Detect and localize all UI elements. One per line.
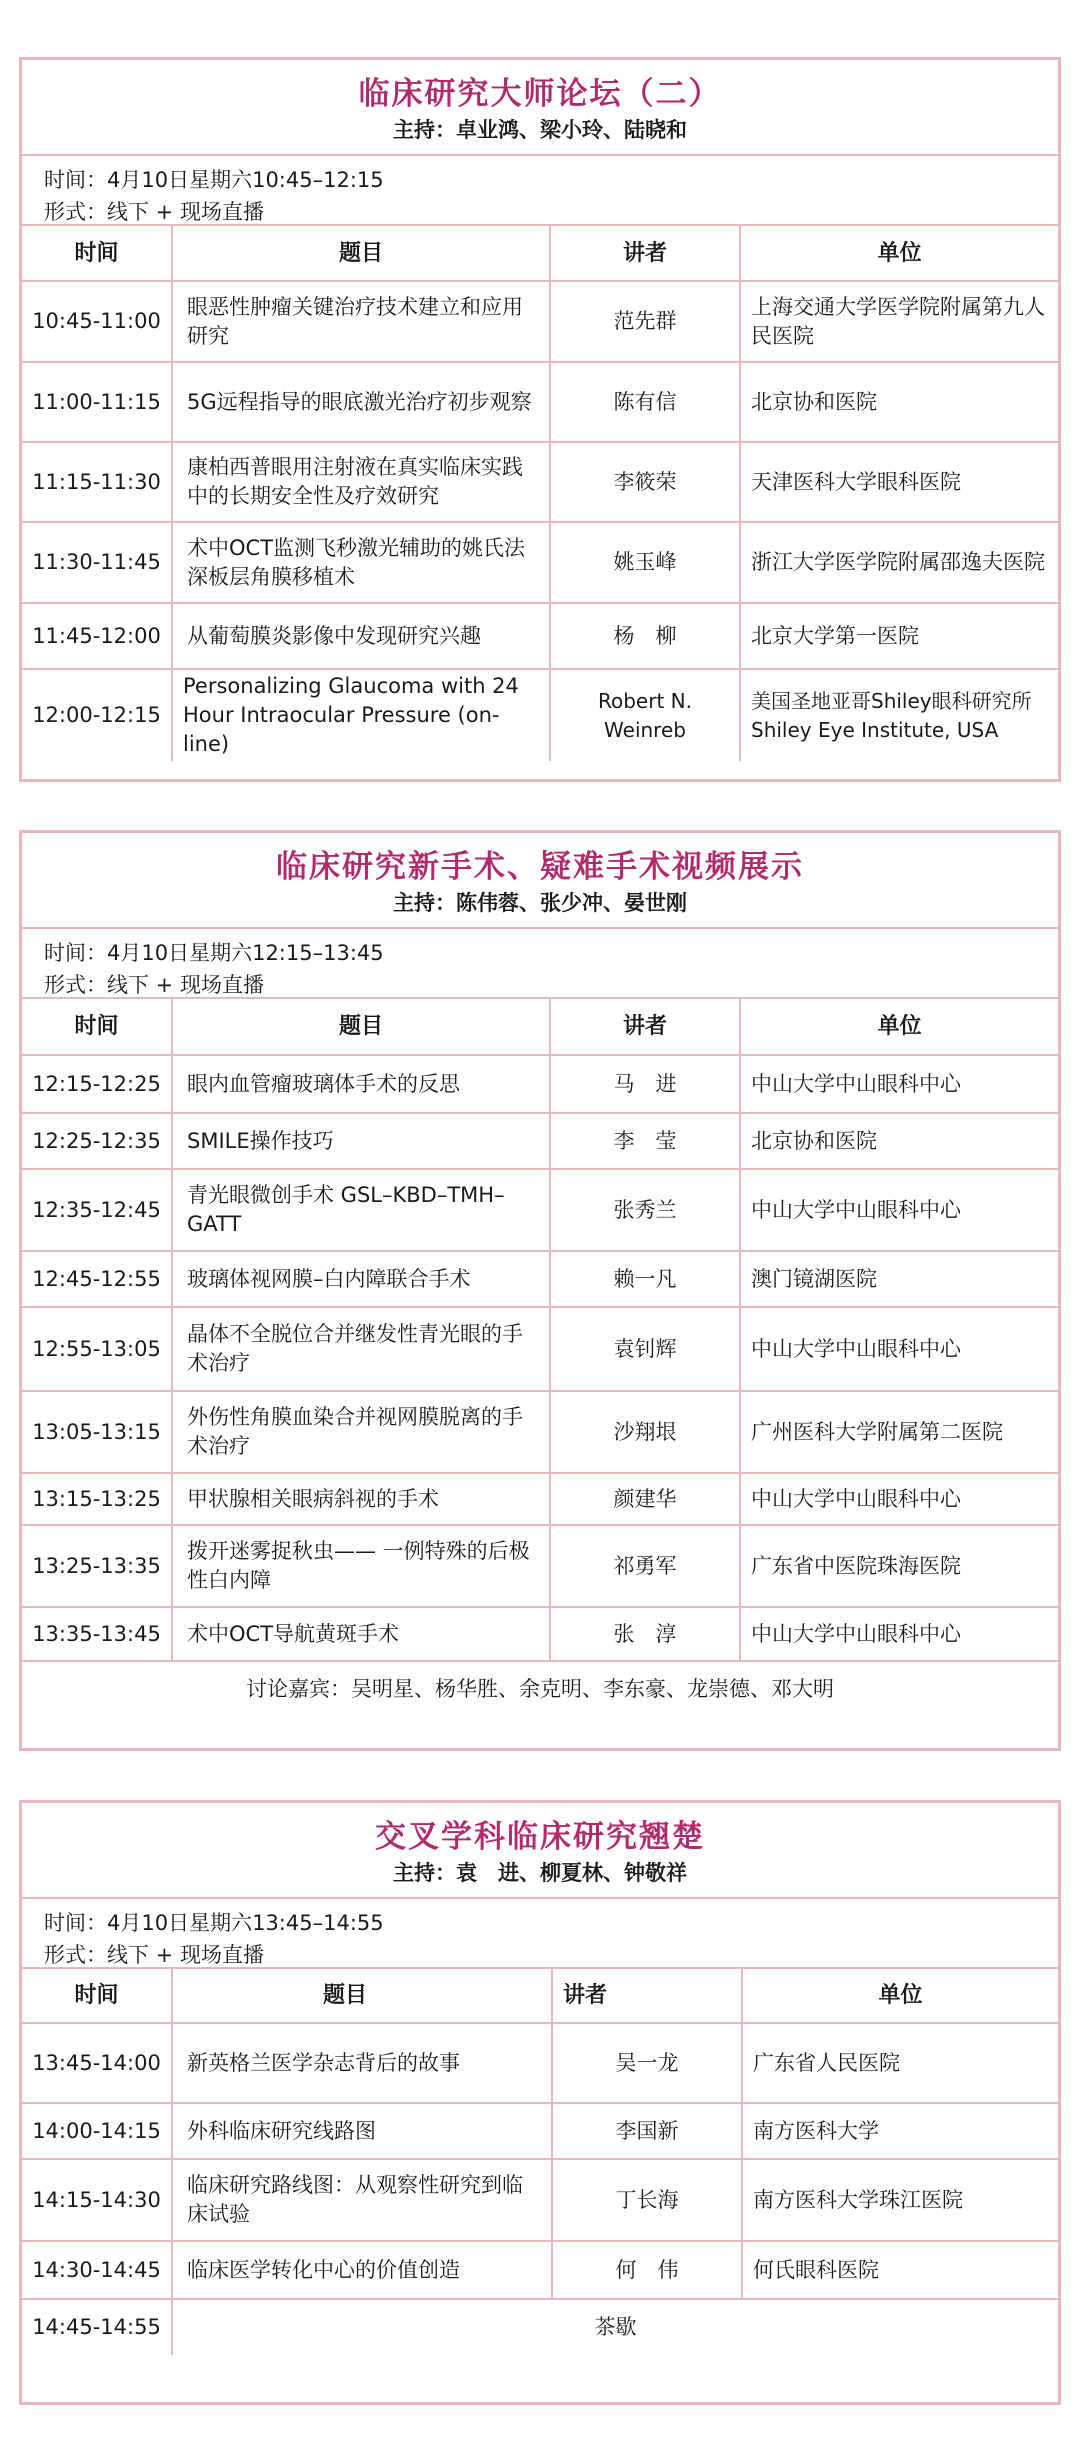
session-info [22,929,1058,999]
table-row [22,1473,1058,1525]
table-row [22,2023,1058,2103]
table-row [22,1607,1058,1661]
row-unit: 北京协和医院 [740,362,1058,442]
row-speaker: 颜建华 [550,1473,740,1525]
session-time: 时间：4月10日星期六10:45–12:15 [44,168,384,192]
row-unit: 中山大学中山眼科中心 [740,1055,1058,1113]
row-speaker: 李筱荣 [550,442,740,522]
row-topic: 青光眼微创手术 GSL–KBD–TMH–GATT [172,1169,550,1251]
table-row [22,2159,1058,2241]
session-info [22,156,1058,226]
row-unit: 北京大学第一医院 [740,603,1058,669]
session-header [22,833,1058,929]
header-speaker: 讲者 [550,999,740,1055]
row-unit: 浙江大学医学院附属邵逸夫医院 [740,522,1058,603]
schedule-table [22,999,1058,1716]
session-format: 形式：线下 + 现场直播 [44,1943,264,1967]
row-speaker: Robert N. Weinreb [550,669,740,761]
session-header [22,1803,1058,1899]
row-topic: 甲状腺相关眼病斜视的手术 [172,1473,550,1525]
row-speaker: 丁长海 [552,2159,742,2241]
row-time: 14:15-14:30 [22,2159,172,2241]
row-time: 12:00-12:15 [22,669,172,761]
table-row [22,1055,1058,1113]
row-time: 13:45-14:00 [22,2023,172,2103]
session-hosts: 主持：袁 进、柳夏林、钟敬祥 [393,1861,687,1885]
row-speaker: 杨 柳 [550,603,740,669]
table-row [22,603,1058,669]
session-header [22,60,1058,156]
row-time: 13:35-13:45 [22,1607,172,1661]
session-info [22,1899,1058,1969]
session-format: 形式：线下 + 现场直播 [44,973,264,997]
session-format: 形式：线下 + 现场直播 [44,200,264,224]
row-unit: 上海交通大学医学院附属第九人民医院 [740,281,1058,362]
row-time: 13:05-13:15 [22,1391,172,1473]
row-unit: 南方医科大学珠江医院 [742,2159,1058,2241]
row-speaker: 范先群 [550,281,740,362]
row-time: 14:30-14:45 [22,2241,172,2299]
row-topic: 外科临床研究线路图 [172,2103,552,2159]
header-unit: 单位 [742,1969,1058,2023]
row-unit: 天津医科大学眼科医院 [740,442,1058,522]
header-time: 时间 [22,226,172,281]
session-hosts: 主持：卓业鸿、梁小玲、陆晓和 [393,118,687,142]
table-header-row [22,999,1058,1055]
row-topic: 从葡萄膜炎影像中发现研究兴趣 [172,603,550,669]
session-hosts: 主持：陈伟蓉、张少冲、晏世刚 [393,891,687,915]
row-speaker: 张秀兰 [550,1169,740,1251]
row-speaker: 李国新 [552,2103,742,2159]
row-time: 13:15-13:25 [22,1473,172,1525]
row-speaker: 赖一凡 [550,1251,740,1307]
table-row [22,2103,1058,2159]
table-row [22,1391,1058,1473]
session-time: 时间：4月10日星期六13:45–14:55 [44,1911,384,1935]
header-topic: 题目 [172,226,550,281]
row-unit: 美国圣地亚哥Shiley眼科研究所 Shiley Eye Institute, USA [740,669,1058,761]
row-unit: 中山大学中山眼科中心 [740,1169,1058,1251]
row-time: 12:45-12:55 [22,1251,172,1307]
header-topic: 题目 [172,1969,552,2023]
row-topic: 临床研究路线图：从观察性研究到临床试验 [172,2159,552,2241]
row-unit: 广州医科大学附属第二医院 [740,1391,1058,1473]
table-row [22,669,1058,761]
row-speaker: 李 莹 [550,1113,740,1169]
row-unit: 广东省中医院珠海医院 [740,1525,1058,1607]
row-unit: 中山大学中山眼科中心 [740,1473,1058,1525]
row-unit: 北京协和医院 [740,1113,1058,1169]
header-topic: 题目 [172,999,550,1055]
row-topic: 术中OCT导航黄斑手术 [172,1607,550,1661]
row-time: 12:35-12:45 [22,1169,172,1251]
schedule-table [22,226,1058,761]
session-time: 时间：4月10日星期六12:15–13:45 [44,941,384,965]
row-speaker: 张 淳 [550,1607,740,1661]
row-time: 11:15-11:30 [22,442,172,522]
row-time: 13:25-13:35 [22,1525,172,1607]
row-time: 11:30-11:45 [22,522,172,603]
header-speaker: 讲者 [550,226,740,281]
table-row [22,362,1058,442]
row-topic: 临床医学转化中心的价值创造 [172,2241,552,2299]
header-speaker: 讲者 [552,1969,742,2023]
row-time: 11:00-11:15 [22,362,172,442]
row-topic: 晶体不全脱位合并继发性青光眼的手术治疗 [172,1307,550,1391]
row-time: 11:45-12:00 [22,603,172,669]
table-header-row [22,226,1058,281]
header-unit: 单位 [740,226,1058,281]
table-row [22,1525,1058,1607]
discussion-row [22,1661,1058,1716]
table-header-row [22,1969,1058,2023]
row-speaker: 祁勇军 [550,1525,740,1607]
table-row [22,1251,1058,1307]
table-row [22,281,1058,362]
row-topic: Personalizing Glaucoma with 24 Hour Intraocular Pressure (on-line) [172,669,550,761]
table-row [22,1169,1058,1251]
row-speaker: 袁钊辉 [550,1307,740,1391]
row-topic: 眼恶性肿瘤关键治疗技术建立和应用研究 [172,281,550,362]
row-time: 10:45-11:00 [22,281,172,362]
header-time: 时间 [22,999,172,1055]
row-speaker: 何 伟 [552,2241,742,2299]
row-unit: 澳门镜湖医院 [740,1251,1058,1307]
break-time: 14:45-14:55 [22,2299,172,2355]
row-time: 12:25-12:35 [22,1113,172,1169]
table-row [22,1307,1058,1391]
table-row [22,522,1058,603]
session-interdisciplinary [19,1800,1061,2405]
header-time: 时间 [22,1969,172,2023]
row-topic: 拨开迷雾捉秋虫—— 一例特殊的后极性白内障 [172,1525,550,1607]
session-surgery-video [19,830,1061,1751]
header-unit: 单位 [740,999,1058,1055]
row-time: 12:55-13:05 [22,1307,172,1391]
row-topic: 外伤性角膜血染合并视网膜脱离的手术治疗 [172,1391,550,1473]
row-topic: 术中OCT监测飞秒激光辅助的姚氏法深板层角膜移植术 [172,522,550,603]
row-topic: 眼内血管瘤玻璃体手术的反思 [172,1055,550,1113]
row-time: 12:15-12:25 [22,1055,172,1113]
row-topic: 康柏西普眼用注射液在真实临床实践中的长期安全性及疗效研究 [172,442,550,522]
row-unit: 中山大学中山眼科中心 [740,1607,1058,1661]
tea-break-label: 茶歇 [172,2299,1058,2355]
row-topic: 5G远程指导的眼底激光治疗初步观察 [172,362,550,442]
session-title: 临床研究大师论坛（二） [358,76,722,112]
break-row [22,2299,1058,2355]
session-master-forum [19,57,1061,782]
row-topic: 新英格兰医学杂志背后的故事 [172,2023,552,2103]
row-speaker: 陈有信 [550,362,740,442]
row-speaker: 马 进 [550,1055,740,1113]
row-unit: 南方医科大学 [742,2103,1058,2159]
discussion-guests: 讨论嘉宾：吴明星、杨华胜、余克明、李东豪、龙崇德、邓大明 [22,1661,1058,1716]
schedule-table [22,1969,1058,2355]
row-speaker: 姚玉峰 [550,522,740,603]
row-unit: 中山大学中山眼科中心 [740,1307,1058,1391]
row-unit: 何氏眼科医院 [742,2241,1058,2299]
row-unit: 广东省人民医院 [742,2023,1058,2103]
row-time: 14:00-14:15 [22,2103,172,2159]
row-speaker: 沙翔垠 [550,1391,740,1473]
session-title: 交叉学科临床研究翘楚 [375,1819,705,1855]
row-speaker: 吴一龙 [552,2023,742,2103]
table-row [22,442,1058,522]
session-title: 临床研究新手术、疑难手术视频展示 [276,849,804,885]
table-row [22,1113,1058,1169]
table-row [22,2241,1058,2299]
row-topic: SMILE操作技巧 [172,1113,550,1169]
row-topic: 玻璃体视网膜–白内障联合手术 [172,1251,550,1307]
